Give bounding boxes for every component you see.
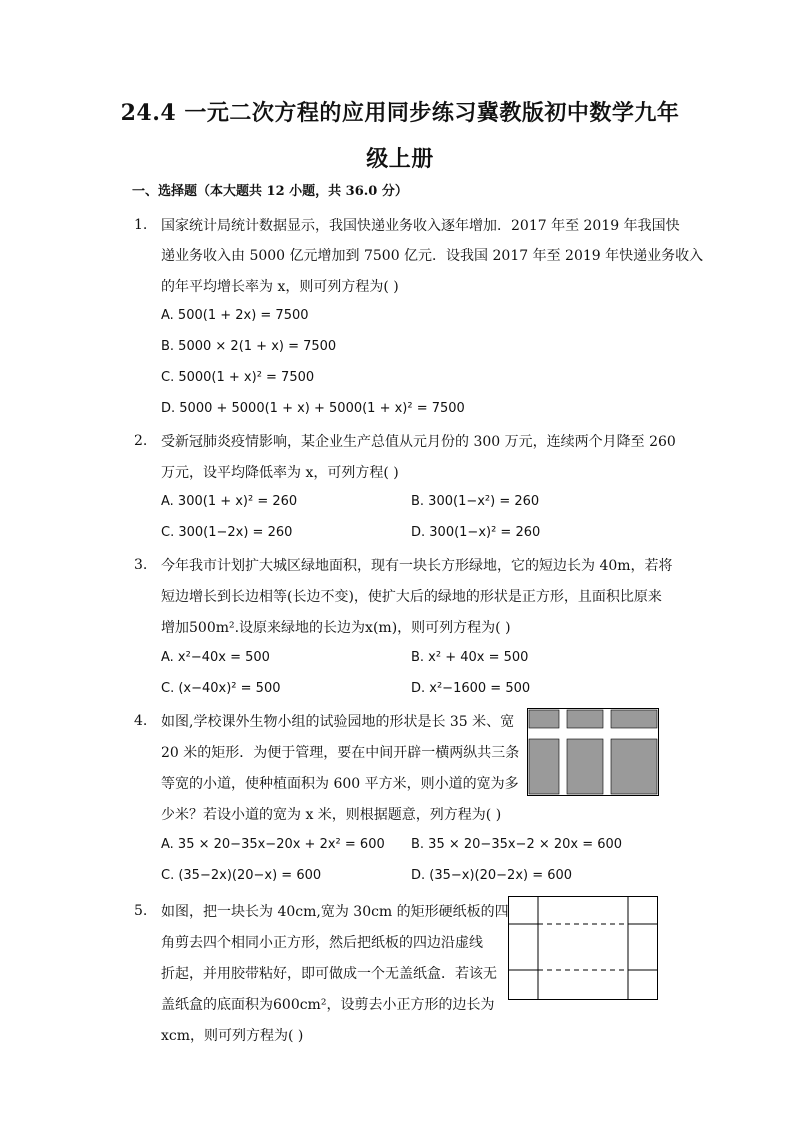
question-5-text-line: 盖纸盒的底面积为600cm²，设剪去小正方形的边长为	[161, 997, 495, 1013]
section-header: 一、选择题（本大题共 12 小题，共 36.0 分）	[132, 184, 408, 199]
question-3-option-c: C. (x−40x)² = 500	[161, 681, 281, 696]
question-5-text-line: 如图，把一块长为 40cm,宽为 30cm 的矩形硬纸板的四	[161, 904, 509, 920]
question-2-text-line: 万元，设平均降低率为 x，可列方程( )	[161, 465, 399, 481]
question-4-text-line: 少米？若设小道的宽为 x 米，则根据题意，列方程为( )	[161, 807, 502, 823]
question-5-text-line: 折起，并用胶带粘好，即可做成一个无盖纸盒．若该无	[161, 966, 497, 982]
question-2-text-line: 受新冠肺炎疫情影响，某企业生产总值从元月份的 300 万元，连续两个月降至 260	[161, 434, 676, 450]
question-4-option-d: D. (35−x)(20−2x) = 600	[411, 868, 573, 883]
question-3-text-line: 增加500m².设原来绿地的长边为x(m)，则可列方程为( )	[161, 620, 511, 636]
question-2-option-d: D. 300(1−x)² = 260	[411, 525, 541, 540]
question-4-text-line: 20 米的矩形．为便于管理，要在中间开辟一横两纵共三条	[161, 745, 520, 761]
question-1-option-d: D. 5000 + 5000(1 + x) + 5000(1 + x)² = 7500	[161, 401, 465, 416]
question-4-option-c: C. (35−2x)(20−x) = 600	[161, 868, 322, 883]
question-4-number: 4.	[134, 713, 148, 729]
question-5-number: 5.	[134, 903, 148, 919]
cardboard-box-figure	[508, 896, 658, 1000]
question-1-text-line: 的年平均增长率为 x，则可列方程为( )	[161, 279, 399, 295]
question-1-text-line: 国家统计局统计数据显示，我国快递业务收入逐年增加．2017 年至 2019 年我国快	[161, 218, 680, 234]
question-1-text-line: 递业务收入由 5000 亿元增加到 7500 亿元．设我国 2017 年至 2019 年快递业务收入	[161, 248, 704, 264]
question-2-option-a: A. 300(1 + x)² = 260	[161, 494, 298, 509]
question-3-number: 3.	[134, 557, 148, 573]
question-3-option-b: B. x² + 40x = 500	[411, 650, 529, 665]
question-1-option-b: B. 5000 × 2(1 + x) = 7500	[161, 339, 337, 354]
question-3-option-d: D. x²−1600 = 500	[411, 681, 531, 696]
question-3-option-a: A. x²−40x = 500	[161, 650, 270, 665]
question-5-text-line: xcm，则可列方程为( )	[161, 1028, 304, 1044]
question-4-text-line: 如图,学校课外生物小组的试验园地的形状是长 35 米、宽	[161, 714, 515, 730]
question-3-text-line: 短边增长到长边相等(长边不变)，使扩大后的绿地的形状是正方形，且面积比原来	[161, 589, 662, 605]
document-title-line-1: 24.4 一元二次方程的应用同步练习冀教版初中数学九年	[120, 100, 680, 126]
question-1-option-a: A. 500(1 + 2x) = 7500	[161, 308, 309, 323]
question-2-option-c: C. 300(1−2x) = 260	[161, 525, 293, 540]
document-title-line-2: 级上册	[366, 146, 434, 172]
question-2-option-b: B. 300(1−x²) = 260	[411, 494, 540, 509]
question-3-text-line: 今年我市计划扩大城区绿地面积，现有一块长方形绿地，它的短边长为 40m，若将	[161, 558, 673, 574]
question-1-option-c: C. 5000(1 + x)² = 7500	[161, 370, 315, 385]
question-4-option-b: B. 35 × 20−35x−2 × 20x = 600	[411, 837, 623, 852]
question-5-text-line: 角剪去四个相同小正方形，然后把纸板的四边沿虚线	[161, 935, 483, 951]
question-4-option-a: A. 35 × 20−35x−20x + 2x² = 600	[161, 837, 385, 852]
question-2-number: 2.	[134, 433, 148, 449]
question-1-number: 1.	[134, 217, 148, 233]
question-4-text-line: 等宽的小道，使种植面积为 600 平方米，则小道的宽为多	[161, 776, 519, 792]
garden-plot-figure	[527, 708, 659, 796]
